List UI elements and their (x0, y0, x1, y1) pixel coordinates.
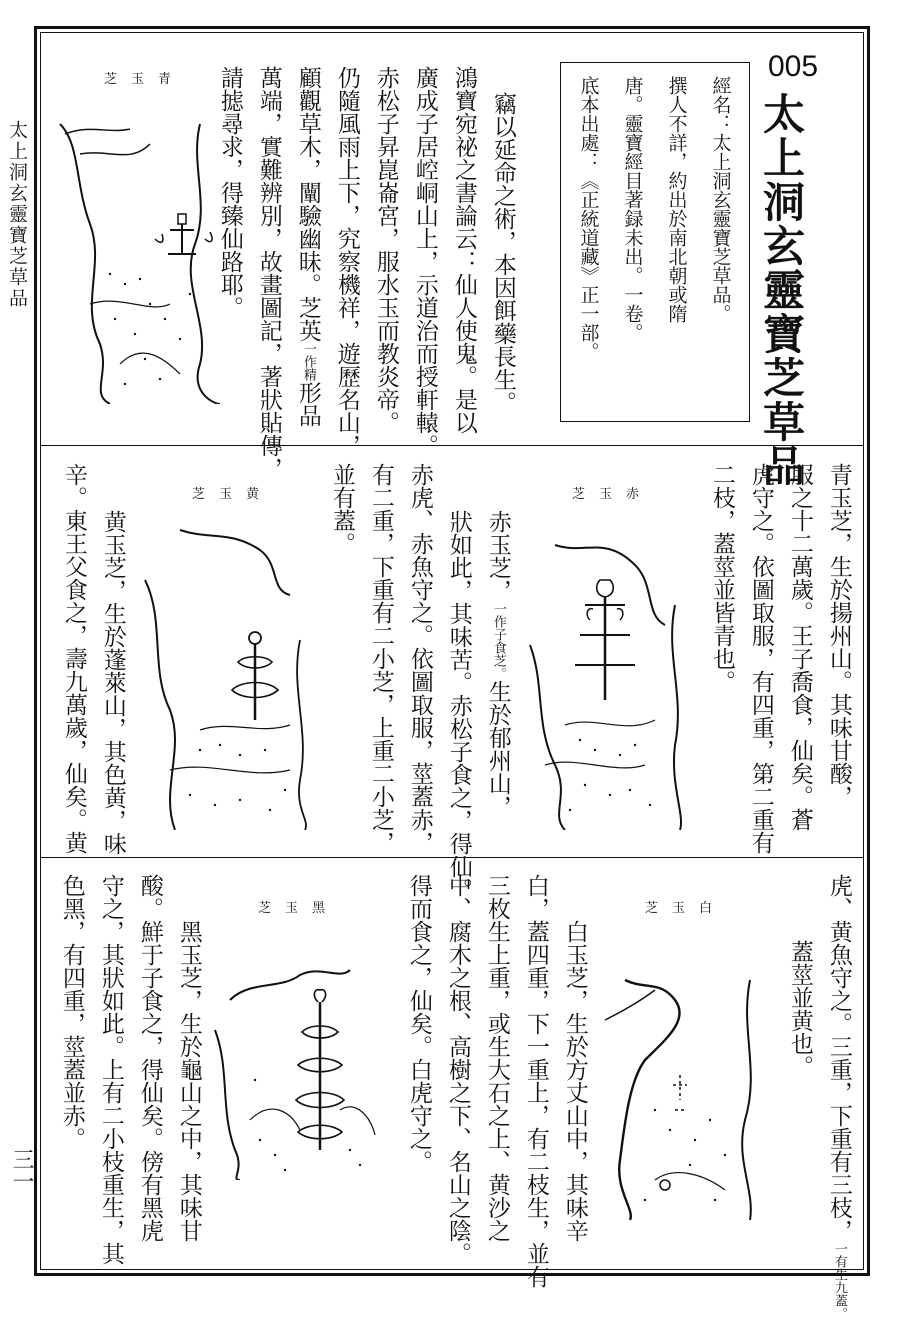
running-head: 太上洞玄靈寶芝草品 (6, 120, 28, 309)
caption-chi: 赤玉芝 (572, 487, 654, 502)
caption-hei: 黑玉芝 (258, 901, 340, 916)
info-line-4: 底本出處：《正統道藏》正一部。 (577, 76, 600, 361)
huang-cont-text: 虎、黄魚守之。三重，下重有三枝， (825, 874, 852, 1242)
intro-line-2: 鴻寶宛祕之書論云：仙人使鬼。是以 (450, 66, 477, 434)
bai-line-1: 白玉芝，生於方丈山中，其味辛 (561, 920, 588, 1242)
intro-line-6-text: 顧觀草木，闡驗幽昧。芝英 (294, 66, 321, 342)
chi-line-1-text: 赤玉芝， (484, 510, 511, 602)
qing-line-3: 虎守之。依圖取服，有四重，第二重有 (747, 463, 774, 854)
intro-line-8: 請摅尋求，得臻仙路耶。 (216, 66, 243, 319)
illustration-hei-yuzhi (210, 960, 380, 1180)
info-line-3: 唐。靈寶經目著録未出。一卷。 (621, 76, 644, 342)
intro-line-6-tail: 形品 (294, 381, 321, 427)
hei-line-4: 色黑，有四重，莖蓋並赤。 (58, 874, 85, 1150)
chi-line-3: 赤虎、赤魚守之。依圖取服，莖蓋赤， (406, 463, 433, 854)
illustration-bai-yuzhi (595, 960, 770, 1220)
huang-line-2: 辛。東王父食之，壽九萬歲，仙矣。黄 (60, 463, 87, 854)
entry-number: 005 (768, 50, 819, 83)
section-divider-1 (40, 445, 864, 446)
hei-line-2: 酸。鮮于子食之，得仙矣。傍有黑虎 (136, 874, 163, 1242)
chi-line-1-tail: 生於郁州山， (484, 680, 511, 818)
bai-line-5: 得而食之，仙矣。白虎守之。 (405, 874, 432, 1173)
huang-variant-note: 一有生九蓋。 (831, 1242, 847, 1320)
bai-line-2: 白，蓋四重，下一重上，有二枝生，並有 (522, 874, 549, 1288)
caption-qing: 青玉芝 (104, 72, 186, 87)
info-line-2: 撰人不詳，約出於南北朝或隋 (665, 76, 688, 323)
bai-line-3: 三枚生上重，或生大石之上、黄沙之 (483, 874, 510, 1242)
intro-line-7: 萬端，實難辨別，故畫圖記，著狀貼傳， (255, 66, 282, 480)
intro-line-6 (295, 66, 319, 427)
intro-line-5: 仍隨風雨上下，究察機祥，遊歷名山， (333, 66, 360, 457)
huang-cont-line-2: 蓋莖並黄也。 (786, 940, 813, 1078)
qing-line-4: 二枝，蓋莖並皆青也。 (708, 463, 735, 693)
intro-line-4: 赤松子昇崑崙宮，服水玉而教炎帝。 (372, 66, 399, 434)
caption-huang: 黄玉芝 (192, 487, 274, 502)
hei-line-1: 黑玉芝，生於龜山之中，其味甘 (175, 920, 202, 1242)
huang-cont-line-1 (826, 874, 850, 1320)
chi-line-5: 並有蓋。 (328, 463, 355, 555)
caption-bai: 白玉芝 (645, 901, 727, 916)
chi-line-1 (485, 510, 509, 818)
info-line-1: 經名：太上洞玄靈寶芝草品。 (709, 76, 732, 323)
huang-line-1: 黄玉芝，生於蓬萊山，其色黄，味 (99, 510, 126, 855)
illustration-chi-yuzhi (525, 525, 690, 830)
qing-line-2: 服之十二萬歲。王子喬食，仙矣。蒼 (786, 463, 813, 831)
bai-line-4: 中、腐木之根、高樹之下、名山之陰。 (444, 874, 471, 1265)
chi-variant-note: 一作子食芝。 (490, 602, 506, 680)
intro-variant-note: 一作精 (300, 342, 316, 381)
chi-line-2: 狀如此，其味苦。赤松子食之，得仙。 (445, 510, 472, 901)
hei-line-3: 守之，其狀如此。上有二小枝重生，其 (97, 874, 124, 1265)
intro-line-3: 廣成子居崆峒山上，示道治而授軒轅。 (411, 66, 438, 457)
entry-title: 太上洞玄靈寶芝草品 (757, 92, 806, 488)
qing-line-1: 青玉芝，生於揚州山。其味甘酸， (825, 463, 852, 808)
intro-line-1: 竊以延命之術，本因餌藥長生。 (489, 92, 516, 414)
illustration-huang-yuzhi (140, 520, 315, 830)
chi-line-4: 有二重，下重有二小芝，上重二小芝， (367, 463, 394, 854)
page-folio: 三一 (9, 1148, 34, 1192)
illustration-qing-yuzhi (50, 104, 225, 404)
